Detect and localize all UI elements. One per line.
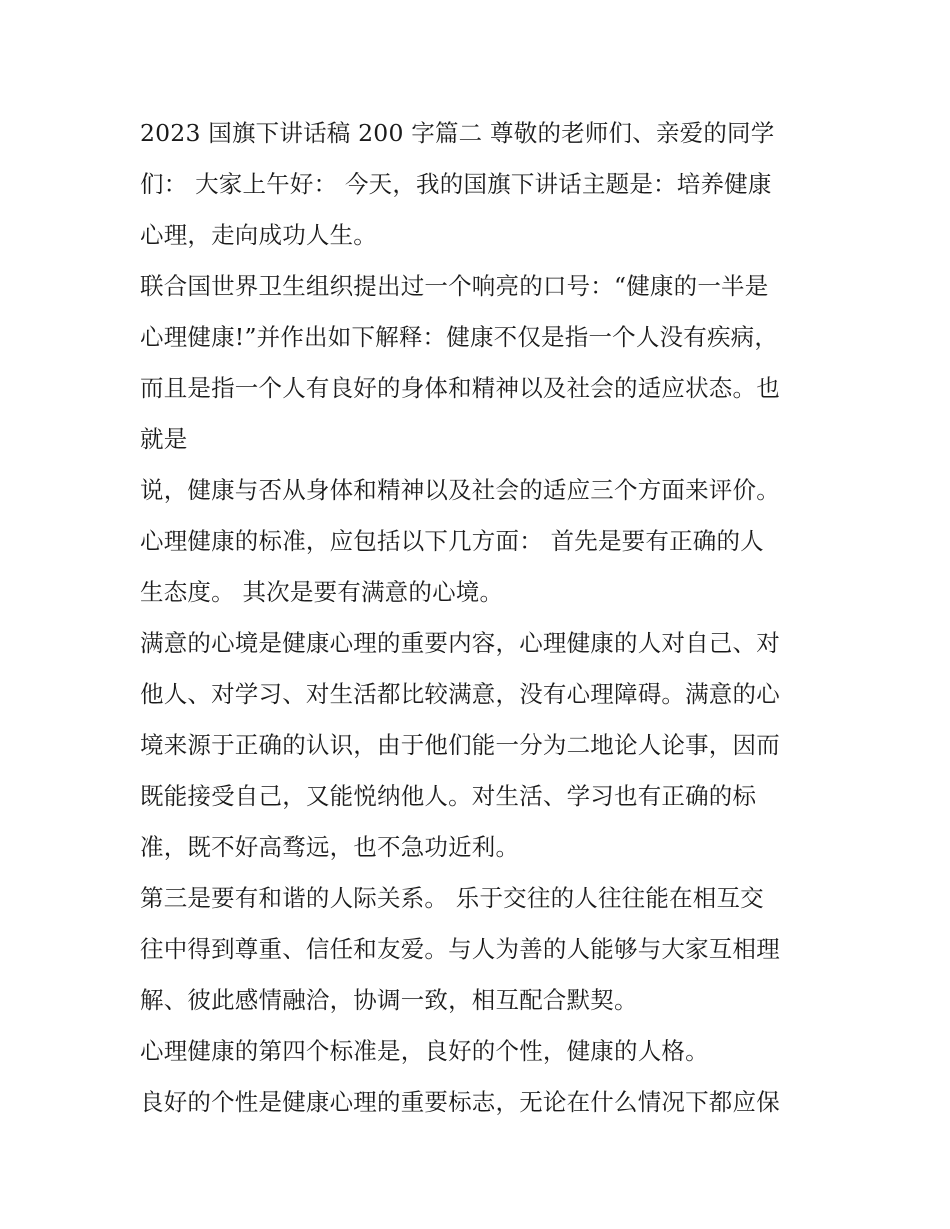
text-line: 解、彼此感情融洽，协调一致，相互配合默契。 (140, 986, 638, 1014)
text-line: 就是 (140, 425, 188, 453)
text-line: 心理健康的第四个标准是，良好的个性，健康的人格。 (140, 1037, 709, 1065)
document-body (140, 108, 820, 1128)
text-line: 心理，走向成功人生。 (140, 221, 377, 249)
text-line: 第三是要有和谐的人际关系。 乐于交往的人往往能在相互交 (140, 884, 764, 912)
text-line: 既能接受自己，又能悦纳他人。对生活、学习也有正确的标 (140, 782, 757, 810)
text-line: 说，健康与否从身体和精神以及社会的适应三个方面来评价。 (140, 476, 780, 504)
text-line: 准，既不好高骛远，也不急功近利。 (140, 833, 520, 861)
text-line: 良好的个性是健康心理的重要标志，无论在什么情况下都应保 (140, 1088, 780, 1116)
text-line: 往中得到尊重、信任和友爱。与人为善的人能够与大家互相理 (140, 935, 780, 963)
text-line: 联合国世界卫生组织提出过一个响亮的口号：“健康的一半是 (140, 272, 769, 300)
text-line: 心理健康的标准，应包括以下几方面： 首先是要有正确的人 (140, 527, 764, 555)
text-line: 境来源于正确的认识，由于他们能一分为二地论人论事，因而 (140, 731, 780, 759)
text-line: 而且是指一个人有良好的身体和精神以及社会的适应状态。也 (140, 374, 780, 402)
text-line: 2023 国旗下讲话稿 200 字篇二 尊敬的老师们、亲爱的同学 (140, 119, 775, 147)
text-line: 满意的心境是健康心理的重要内容，心理健康的人对自己、对 (140, 629, 780, 657)
text-line: 他人、对学习、对生活都比较满意，没有心理障碍。满意的心 (140, 680, 780, 708)
text-line: 们： 大家上午好： 今天，我的国旗下讲话主题是：培养健康 (140, 170, 772, 198)
text-line: 心理健康!”并作出如下解释：健康不仅是指一个人没有疾病， (140, 323, 779, 351)
text-line: 生态度。 其次是要有满意的心境。 (140, 578, 504, 606)
